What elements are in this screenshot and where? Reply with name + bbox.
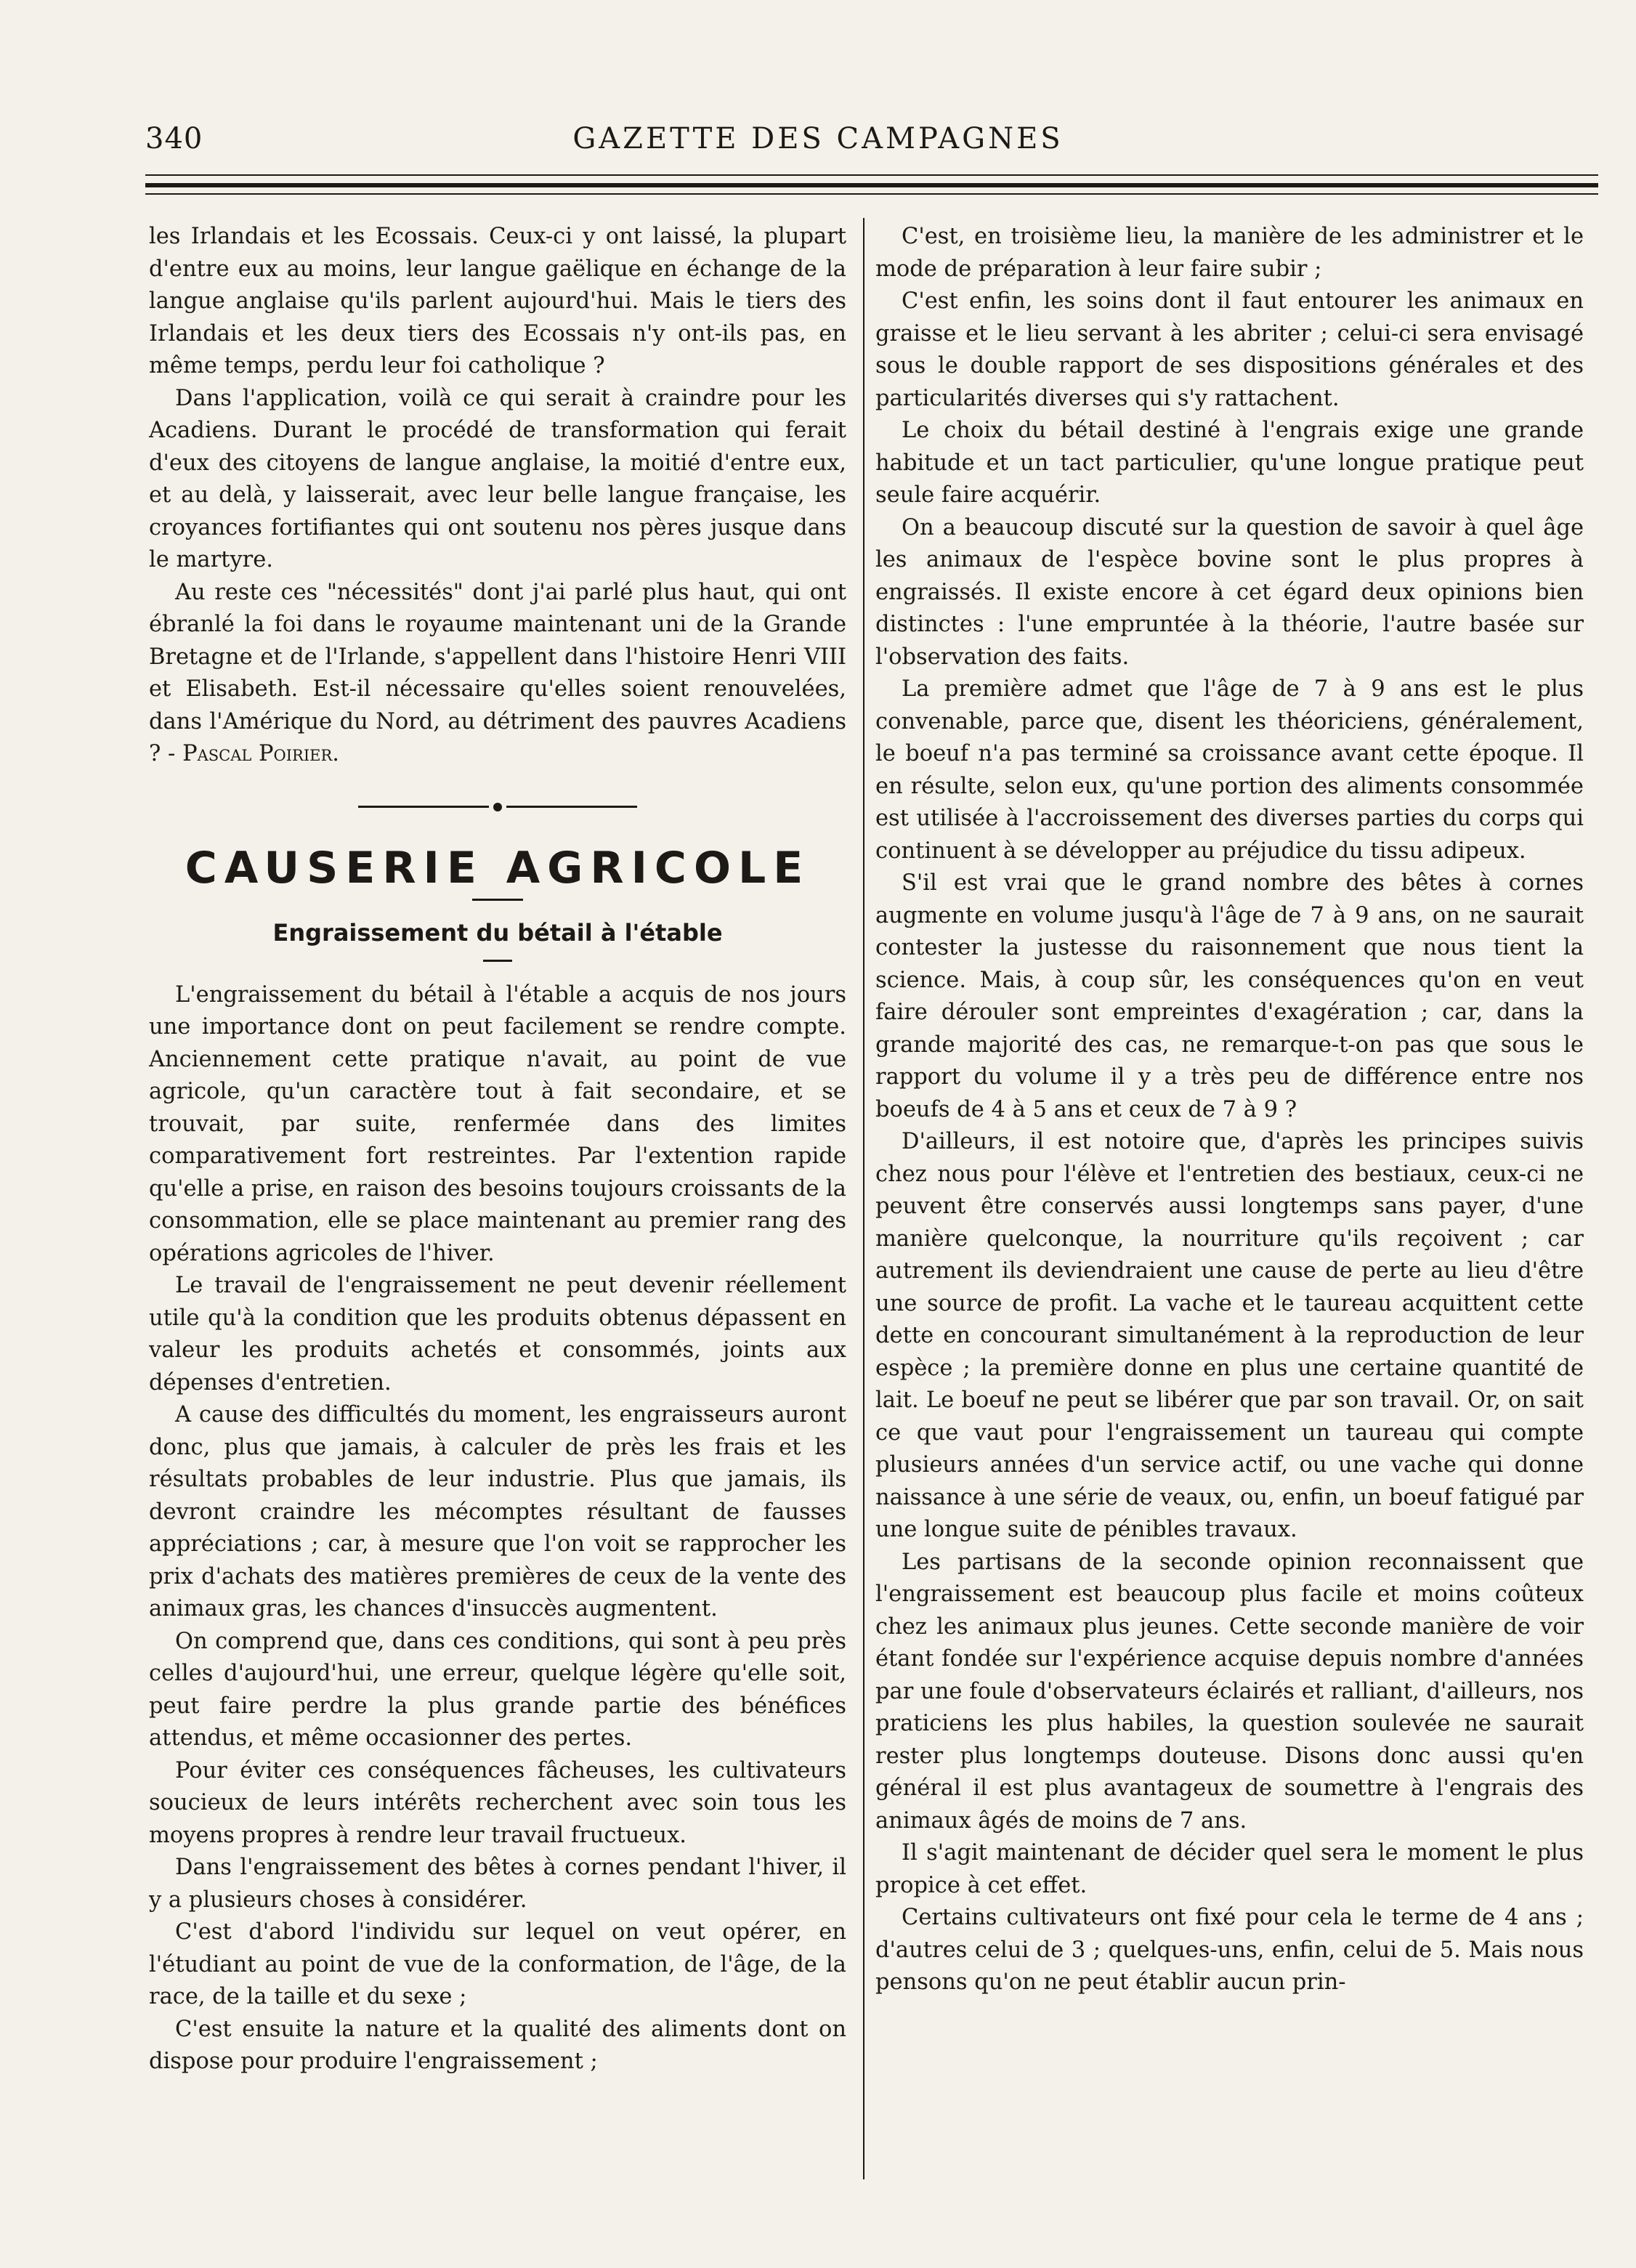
paragraph: La première admet que l'âge de 7 à 9 ans est le plus convenable, parce que, disent les théoriciens, généralement, le boeuf n'a pas terminé sa croissance avant cette époque. Il en résulte, selon eux, qu'une portion des aliments consommée est utilisée à l'accroissement des diverses parties du corps qui continuent à se développer au préjudice du tissu adipeux.	[875, 676, 1584, 864]
paragraph: L'engraissement du bétail à l'étable a acquis de nos jours une importance dont on peut facilement se rendre compte. Anciennement cette pratique n'avait, au point de vue agricole, qu'un caractère tout à fait secondaire, et se trouvait, par suite, renfermée dans des limites comparativement fort restreintes. Par l'extention rapide qu'elle a prise, en raison des besoins toujours croissants de la consommation, elle se place maintenant au premier rang des opérations agricoles de l'hiver.	[149, 981, 846, 1266]
ornament-dot	[493, 803, 502, 811]
paragraph: Les partisans de la seconde opinion reconnaissent que l'engraissement est beaucoup plus facile et moins coûteux chez les animaux plus jeunes. Cette seconde manière de voir étant fondée sur l'expérience acquise depuis nombre d'années par une foule d'observateurs éclairés et ralliant, d'ailleurs, nos praticiens les plus habiles, la question soulevée ne saurait rester plus longtemps douteuse. Disons donc aussi qu'en général il est plus avantageux de soumettre à l'engrais des animaux âgés de moins de 7 ans.	[875, 1549, 1584, 1834]
section-ornament	[149, 791, 846, 823]
paragraph: Certains cultivateurs ont fixé pour cela le terme de 4 ans ; d'autres celui de 3 ; quelques-uns, enfin, celui de 5. Mais nous pensons qu'on ne peut établir aucun prin-	[875, 1905, 1584, 1995]
paragraph: les Irlandais et les Ecossais. Ceux-ci y ont laissé, la plupart d'entre eux au moins, leur langue gaëlique en échange de la langue anglaise qu'ils parlent aujourd'hui. Mais le tiers des Irlandais et les deux tiers des Ecossais n'y ont-ils pas, en même temps, perdu leur foi catholique ?	[149, 224, 846, 378]
paragraph: A cause des difficultés du moment, les engraisseurs auront donc, plus que jamais, à calculer de près les frais et les résultats probables de leur industrie. Plus que jamais, ils devront craindre les mécomptes résultant de fausses appréciations ; car, à mesure que l'on voit se rapprocher les prix d'achats des matières premières de ceux de la vente des animaux gras, les chances d'insuccès augmentent.	[149, 1402, 846, 1621]
paragraph: Il s'agit maintenant de décider quel sera le moment le plus propice à cet effet.	[875, 1840, 1584, 1898]
paragraph	[149, 577, 846, 771]
paragraph-text: Au reste ces "nécessités" dont j'ai parlé plus haut, qui ont ébranlé la foi dans le royaume maintenant uni de la Grande Bretagne et de l'Irlande, s'appellent dans l'histoire Henri VIII et Elisabeth. Est-il nécessaire qu'elles soient renouvelées, dans l'Amérique du Nord, au détriment des pauvres Acadiens ? -	[149, 579, 846, 766]
header-rule-lower	[145, 193, 1598, 195]
author-signature: Pascal Poirier.	[182, 741, 339, 766]
paragraph: Dans l'engraissement des bêtes à cornes pendant l'hiver, il y a plusieurs choses à considérer.	[149, 1855, 846, 1913]
paragraph: C'est d'abord l'individu sur lequel on veut opérer, en l'étudiant au point de vue de la conformation, de l'âge, de la race, de la taille et du sexe ;	[149, 1919, 846, 2009]
right-column	[875, 221, 1584, 1999]
title-rule	[472, 899, 523, 901]
paragraph: On a beaucoup discuté sur la question de savoir à quel âge les animaux de l'espèce bovine sont le plus propres à engraissés. Il existe encore à cet égard deux opinions bien distinctes : l'une empruntée à la théorie, l'autre basée sur l'observation des faits.	[875, 514, 1584, 670]
running-title: GAZETTE DES CAMPAGNES	[572, 122, 1064, 155]
header-rule-thick	[145, 183, 1598, 187]
paragraph: On comprend que, dans ces conditions, qui sont à peu près celles d'aujourd'hui, une erreur, quelque légère qu'elle soit, peut faire perdre la plus grande partie des bénéfices attendus, et même occasionner des pertes.	[149, 1628, 846, 1751]
paragraph: Pour éviter ces conséquences fâcheuses, les cultivateurs soucieux de leurs intérêts recherchent avec soin tous les moyens propres à rendre leur travail fructueux.	[149, 1757, 846, 1848]
paragraph: C'est enfin, les soins dont il faut entourer les animaux en graisse et le lieu servant à les abriter ; celui-ci sera envisagé sous le double rapport de ses dispositions générales et des particularités diverses qui s'y rattachent.	[875, 288, 1584, 411]
paragraph: C'est, en troisième lieu, la manière de les administrer et le mode de préparation à leur faire subir ;	[875, 224, 1584, 282]
article-subtitle: Engraissement du bétail à l'étable	[272, 919, 723, 947]
paragraph: S'il est vrai que le grand nombre des bêtes à cornes augmente en volume jusqu'à l'âge de 7 à 9 ans, on ne saurait contester la justesse du raisonnement que nous tient la science. Mais, à coup sûr, les conséquences qu'on en veut faire dérouler sont empreintes d'exagération ; car, dans la grande majorité des cas, ne remarque-t-on pas que sous le rapport du volume il y a très peu de différence entre nos boeufs de 4 à 5 ans et ceux de 7 à 9 ?	[875, 870, 1584, 1122]
subtitle-rule	[483, 960, 512, 962]
paragraph: Le travail de l'engraissement ne peut devenir réellement utile qu'à la condition que les produits obtenus dépassent en valeur les produits achetés et consommés, joints aux dépenses d'entretien.	[149, 1273, 846, 1396]
left-column	[149, 221, 846, 2078]
paragraph: Le choix du bétail destiné à l'engrais exige une grande habitude et un tact particulier, qu'une longue pratique peut seule faire acquérir.	[875, 418, 1584, 508]
ornament-bar	[506, 806, 637, 808]
paragraph: Dans l'application, voilà ce qui serait à craindre pour les Acadiens. Durant le procédé de transformation qui ferait d'eux des citoyens de langue anglaise, la moitié d'entre eux, et au delà, y laisserait, avec leur belle langue française, les croyances fortifiantes qui ont soutenu nos pères jusque dans le martyre.	[149, 385, 846, 572]
page-number: 340	[145, 122, 203, 155]
paragraph: D'ailleurs, il est notoire que, d'après les principes suivis chez nous pour l'élève et l'entretien des bestiaux, ceux-ci ne peuvent être conservés aussi longtemps sans payer, d'une manière quelconque, la nourriture qu'ils reçoivent ; car autrement ils deviendraient une cause de perte au lieu d'être une source de profit. La vache et le taureau acquittent cette dette en concourant simultanément à la reproduction de leur espèce ; la première donne en plus une certaine quantité de lait. Le boeuf ne peut se libérer que par son travail. Or, on sait ce que vaut pour l'engraissement un taureau qui compte plusieurs années d'un service actif, ou une vache qui donne naissance à une série de veaux, ou, enfin, un boeuf fatigué par une longue suite de pénibles travaux.	[875, 1129, 1584, 1542]
section-title: CAUSERIE AGRICOLE	[185, 842, 811, 894]
column-divider	[863, 218, 864, 2179]
paragraph: C'est ensuite la nature et la qualité des aliments dont on dispose pour produire l'engraissement ;	[149, 2016, 846, 2074]
ornament-bar	[358, 806, 489, 808]
header-rule	[145, 174, 1598, 176]
